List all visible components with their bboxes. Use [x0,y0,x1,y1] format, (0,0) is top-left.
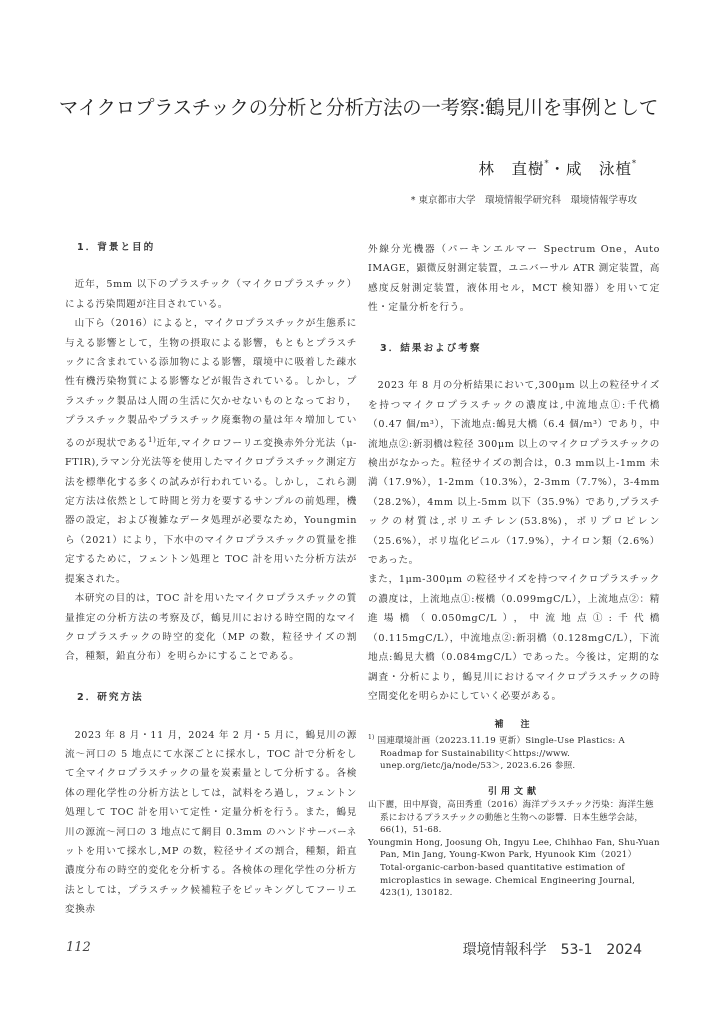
body-paragraph: 2023 年 8 月の分析結果において,300μm 以上の粒径サイズを持つマイクロプラスチックの濃度は,中流地点①:千代橋（0.47 個/m³），下流地点:鶴見大橋（6.4 個/m³）であり，中流地点②:新羽橋は粒径 300μm 以上のマイクロプラスチックの検出がなかった。粒径サイズの割合は，0.3 mm以上-1mm 未満（17.9%），1-2mm（10.3%），2-3mm（7.7%），3-4mm（28.2%），4mm 以上-5mm 以下（35.9%）であり,プラスチックの材質は,ポリエチレン(53.8%)，ポリプロピレン（25.6%），ポリ塩化ビニル（17.9%），ナイロン類（2.6%）であった。 [368,380,660,567]
section-heading-results: 3．結果および考察 [380,343,482,355]
note-text: 国連環境計画（20223.11.19 更新）Single-Use Plastics: A Roadmap for Sustainability＜https://www. unep.org/ietc/ja/node/53＞, 2023.6.26 参照. [377,736,625,772]
paragraph-text: 近年,マイクロフーリエ変換赤外分光法（μ-FTIR),ラマン分光法等を使用したマイクロプラスチック測定方法を標準化する多くの試みが行われている。しかし，これら測定方法は依然として時間と労力を要するサンプルの前処理，機器の設定，および複雑なデータ処理が必要なため，Youngmin ら（2021）により，下水中のマイクロプラスチックの質量を推定するために，フェントン処理と TOC 計を用いた分析方法が提案された。 [65,437,357,585]
notes-heading: 補 注 [494,720,534,731]
reference-item: 山下麗，田中厚資，高田秀重（2016）海洋プラスチック汚染：海洋生態系におけるプラスチックの動態と生物への影響．日本生態学会誌，66(1)，51-68. [368,799,654,836]
body-paragraph: また，1μm-300μm の粒径サイズを持つマイクロプラスチックの濃度は，上流地点①:桜橋（0.099mgC/L），上流地点②：精進場橋（0.050mgC/L），中流地点①:千代橋（0.115mgC/L），中流地点②:新羽橋（0.128mgC/L），下流地点:鶴見大橋（0.084mgC/L）であった。今後は，定期的な調査・分析により，鶴見川におけるマイクロプラスチックの時空間変化を明らかにしていく必要がある。 [368,574,660,702]
footnote-reference: 1) [148,435,157,444]
reference-item: Youngmin Hong, Joosung Oh, Ingyu Lee, Chihhao Fan, Shu-Yuan Pan, Min Jang, Young-Kwon Park, Hyunook Kim（2021）Total-organic-carbon-based quantitative estimation of microplastics in sewage. Chemical Engineering Journal, 423(1), 130182. [368,837,660,899]
author-affiliation-mark: * [632,159,637,168]
right-column [368,240,660,900]
body-paragraph: 2023 年 8 月・11 月，2024 年 2 月・5 月に，鶴見川の源流～河口の 5 地点にて水深ごとに採水し，TOC 計で分析をして全マイクロプラスチックの量を炭素量として分析する。各検体の理化学性の分析方法としては，試料をろ過し，フェントン処理して TOC 計を用いて定性・定量分析を行う。また，鶴見川の源流～河口の 3 地点にて網目 0.3mm のハンドサーバーネットを用いて採水し,MP の数，粒径サイズの割合，種類，鉛直濃度分布の時空的変化を分析する。各検体の理化学性の分析方法としては，プラスチック候補粒子をピッキングしてフーリエ変換赤 [65,729,357,916]
affiliation [411,192,637,206]
affiliation-text: 東京都市大学 環境情報学研究科 環境情報学専攻 [418,195,637,206]
body-paragraph: 外線分光機器（パーキンエルマー Spectrum One，Auto IMAGE，顕微反射測定装置，ユニバーサル ATR 測定装置，高感度反射測定装置，液体用セル，MCT 検知器）を用いて定性・定量分析を行う。 [368,244,660,314]
note-mark: 1) [368,734,375,742]
body-paragraph: 本研究の目的は，TOC 計を用いたマイクロプラスチックの質量推定の分析方法の考察及び，鶴見川における時空間的なマイクロプラスチックの時空的変化（MP の数，粒径サイズの割合，種類，鉛直分布）を明らかにすることである。 [65,593,357,663]
author-name: 咸 泳植 [565,160,632,178]
author-separator: ・ [549,160,566,178]
note-item [368,732,660,773]
author-list [478,157,637,179]
paper-title: マイクロプラスチックの分析と分析方法の一考察:鶴見川を事例として [58,96,659,119]
journal-info: 環境情報科学 53-1 2024 [462,942,642,958]
body-paragraph: 近年，5mm 以下のプラスチック（マイクロプラスチック）による汚染問題が注目されている。 [65,279,357,310]
section-heading-methods: 2．研究方法 [77,692,144,704]
affiliation-mark: * [410,195,416,206]
section-heading-background: 1．背景と目的 [77,242,156,253]
page-number: 112 [66,940,91,955]
author-name: 林 直樹 [478,160,545,178]
body-paragraph [65,314,357,589]
left-column [65,236,357,920]
author-affiliation-mark: * [544,159,550,168]
paragraph-text: 山下ら（2016）によると，マイクロプラスチックが生態系に与える影響として，生物の摂取による影響，もともとプラスチックに含まれている添加物による影響，環境中に吸着した疎水性有機汚染物質による影響などが報告されている。しかし，プラスチック製品は人間の生活に欠かせないものとなっており，プラスチック製品やプラスチック廃棄物の量は年々増加しているのが現状である [65,318,357,449]
references-heading: 引用文献 [487,786,540,797]
